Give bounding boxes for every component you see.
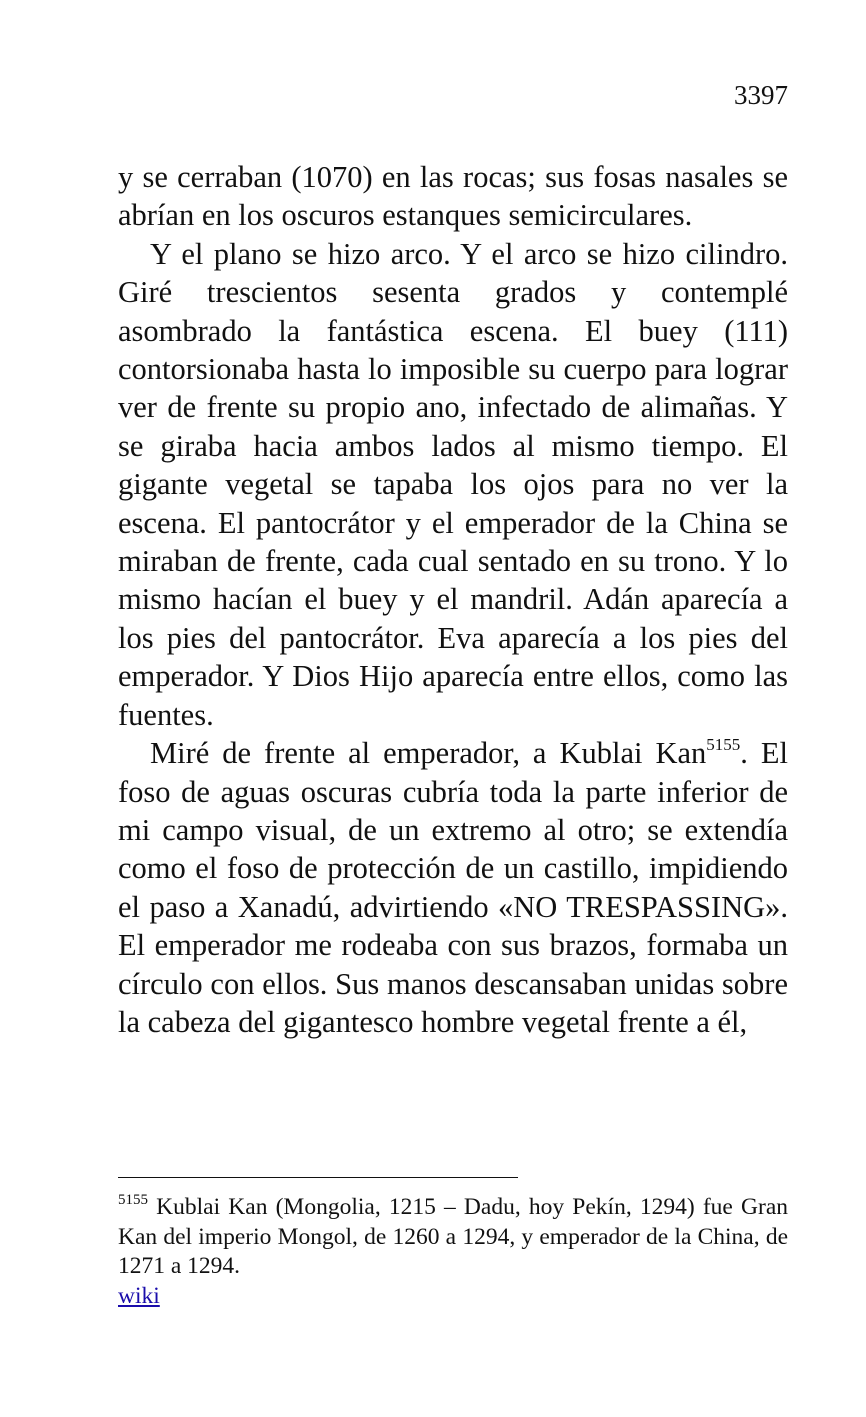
- footnote-link-line: [118, 1282, 788, 1312]
- footnote-divider: [118, 1177, 518, 1178]
- wiki-link[interactable]: wiki: [118, 1282, 160, 1309]
- footnote: [118, 1193, 788, 1311]
- footnote-text-block: [118, 1193, 788, 1282]
- footnote-reference: 5155: [706, 735, 741, 755]
- footnote-text: Kublai Kan (Mongolia, 1215 – Dadu, hoy Pekín, 1294) fue Gran Kan del imperio Mongol, de 1260 a 1294, y emperador de la China, de 1271 a 1294.: [118, 1194, 788, 1279]
- paragraph: Y el plano se hizo arco. Y el arco se hizo cilindro. Giré trescientos sesenta grados y contemplé asombrado la fantástica escena. El buey (111) contorsionaba hasta lo imposible su cuerpo para lograr ver de frente su propio ano, infectado de alimañas. Y se giraba hacia ambos lados al mismo tiempo. El gigante vegetal se tapaba los ojos para no ver la escena. El pantocrátor y el emperador de la China se miraban de frente, cada cual sentado en su trono. Y lo mismo hacían el buey y el mandril. Adán aparecía a los pies del pantocrátor. Eva aparecía a los pies del emperador. Y Dios Hijo aparecía entre ellos, como las fuentes.: [118, 236, 788, 732]
- paragraph-text: Miré de frente al emperador, a Kublai Kan: [150, 736, 707, 771]
- paragraph-continuation: y se cerraban (1070) en las rocas; sus fosas nasales se abrían en los oscuros estanques semicirculares.: [118, 160, 788, 233]
- paragraph-with-footnote: [118, 734, 788, 1041]
- body-text: [118, 158, 788, 1041]
- page-number: 3397: [734, 80, 788, 110]
- footnote-number: 5155: [118, 1192, 148, 1208]
- paragraph-text: . El foso de aguas oscuras cubría toda la parte inferior de mi campo visual, de un extremo al otro; se extendía como el foso de protección de un castillo, impidiendo el paso a Xanadú, advirtiendo «NO TRESPASSING». El emperador me rodeaba con sus brazos, formaba un círculo con ellos. Sus manos descansaban unidas sobre la cabeza del gigantesco hombre vegetal frente a él,: [118, 736, 788, 1039]
